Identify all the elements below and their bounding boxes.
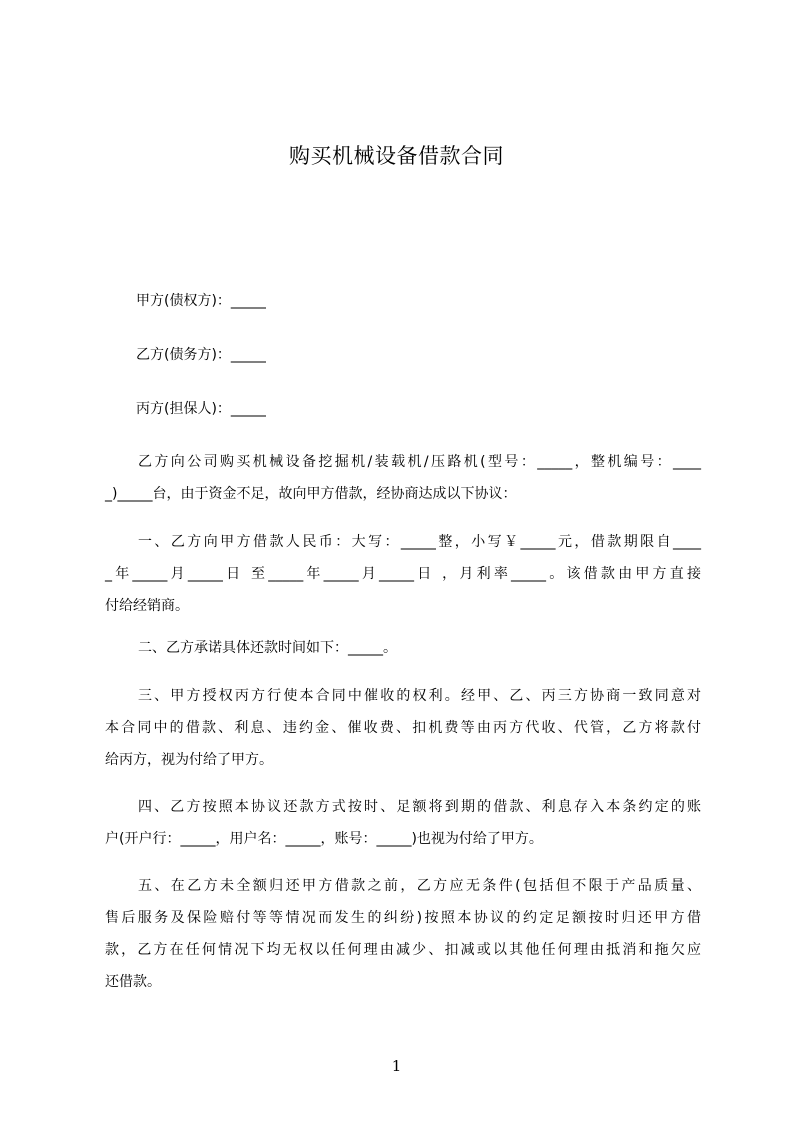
paragraph-line: _)_____台，由于资金不足，故向甲方借款，经协商达成以下协议： [105, 486, 517, 502]
paragraph-line: 还借款。 [105, 974, 161, 990]
paragraph-line: 一、乙方向甲方借款人民币：大写：_____整，小写￥_____元，借款期限自____ [138, 534, 701, 550]
paragraph-line: 给丙方，视为付给了甲方。 [105, 752, 273, 768]
paragraph-line: 乙方向公司购买机械设备挖掘机/装载机/压路机(型号：_____，整机编号：____ [138, 454, 701, 470]
party-a-line: 甲方(债权方)：_____ [136, 293, 266, 309]
paragraph-line: 二、乙方承诺具体还款时间如下：_____。 [138, 640, 397, 656]
page-number: 1 [391, 1057, 402, 1075]
clause-5 [105, 876, 701, 1004]
clause-2 [105, 638, 701, 670]
party-b-line: 乙方(债务方)：_____ [136, 347, 266, 363]
paragraph-line: 五、在乙方未全额归还甲方借款之前，乙方应无条件(包括但不限于产品质量、 [138, 878, 701, 894]
paragraph-line: 款，乙方在任何情况下均无权以任何理由减少、扣减或以其他任何理由抵消和拖欠应 [105, 942, 701, 958]
paragraph-line: 售后服务及保险赔付等等情况而发生的纠纷)按照本协议的约定足额按时归还甲方借 [105, 910, 701, 926]
paragraph-line: 户(开户行：_____，用户名：_____，账号：_____)也视为付给了甲方。 [105, 831, 543, 847]
clause-1 [105, 532, 701, 628]
document-title: 购买机械设备借款合同 [289, 144, 504, 168]
paragraph-line: 付给经销商。 [105, 598, 189, 614]
paragraph-line: 四、乙方按照本协议还款方式按时、足额将到期的借款、利息存入本条约定的账 [138, 799, 701, 815]
party-c-line: 丙方(担保人)：_____ [136, 401, 266, 417]
paragraph-intro [105, 452, 701, 516]
clause-3 [105, 686, 701, 782]
clause-4 [105, 797, 701, 861]
paragraph-line: 三、甲方授权丙方行使本合同中催收的权利。经甲、乙、丙三方协商一致同意对 [138, 688, 701, 704]
paragraph-line: _年_____月_____日 至_____年_____月_____日 ，月利率_____。该借款由甲方直接 [105, 566, 701, 582]
paragraph-line: 本合同中的借款、利息、违约金、催收费、扣机费等由丙方代收、代管，乙方将款付 [105, 720, 701, 736]
